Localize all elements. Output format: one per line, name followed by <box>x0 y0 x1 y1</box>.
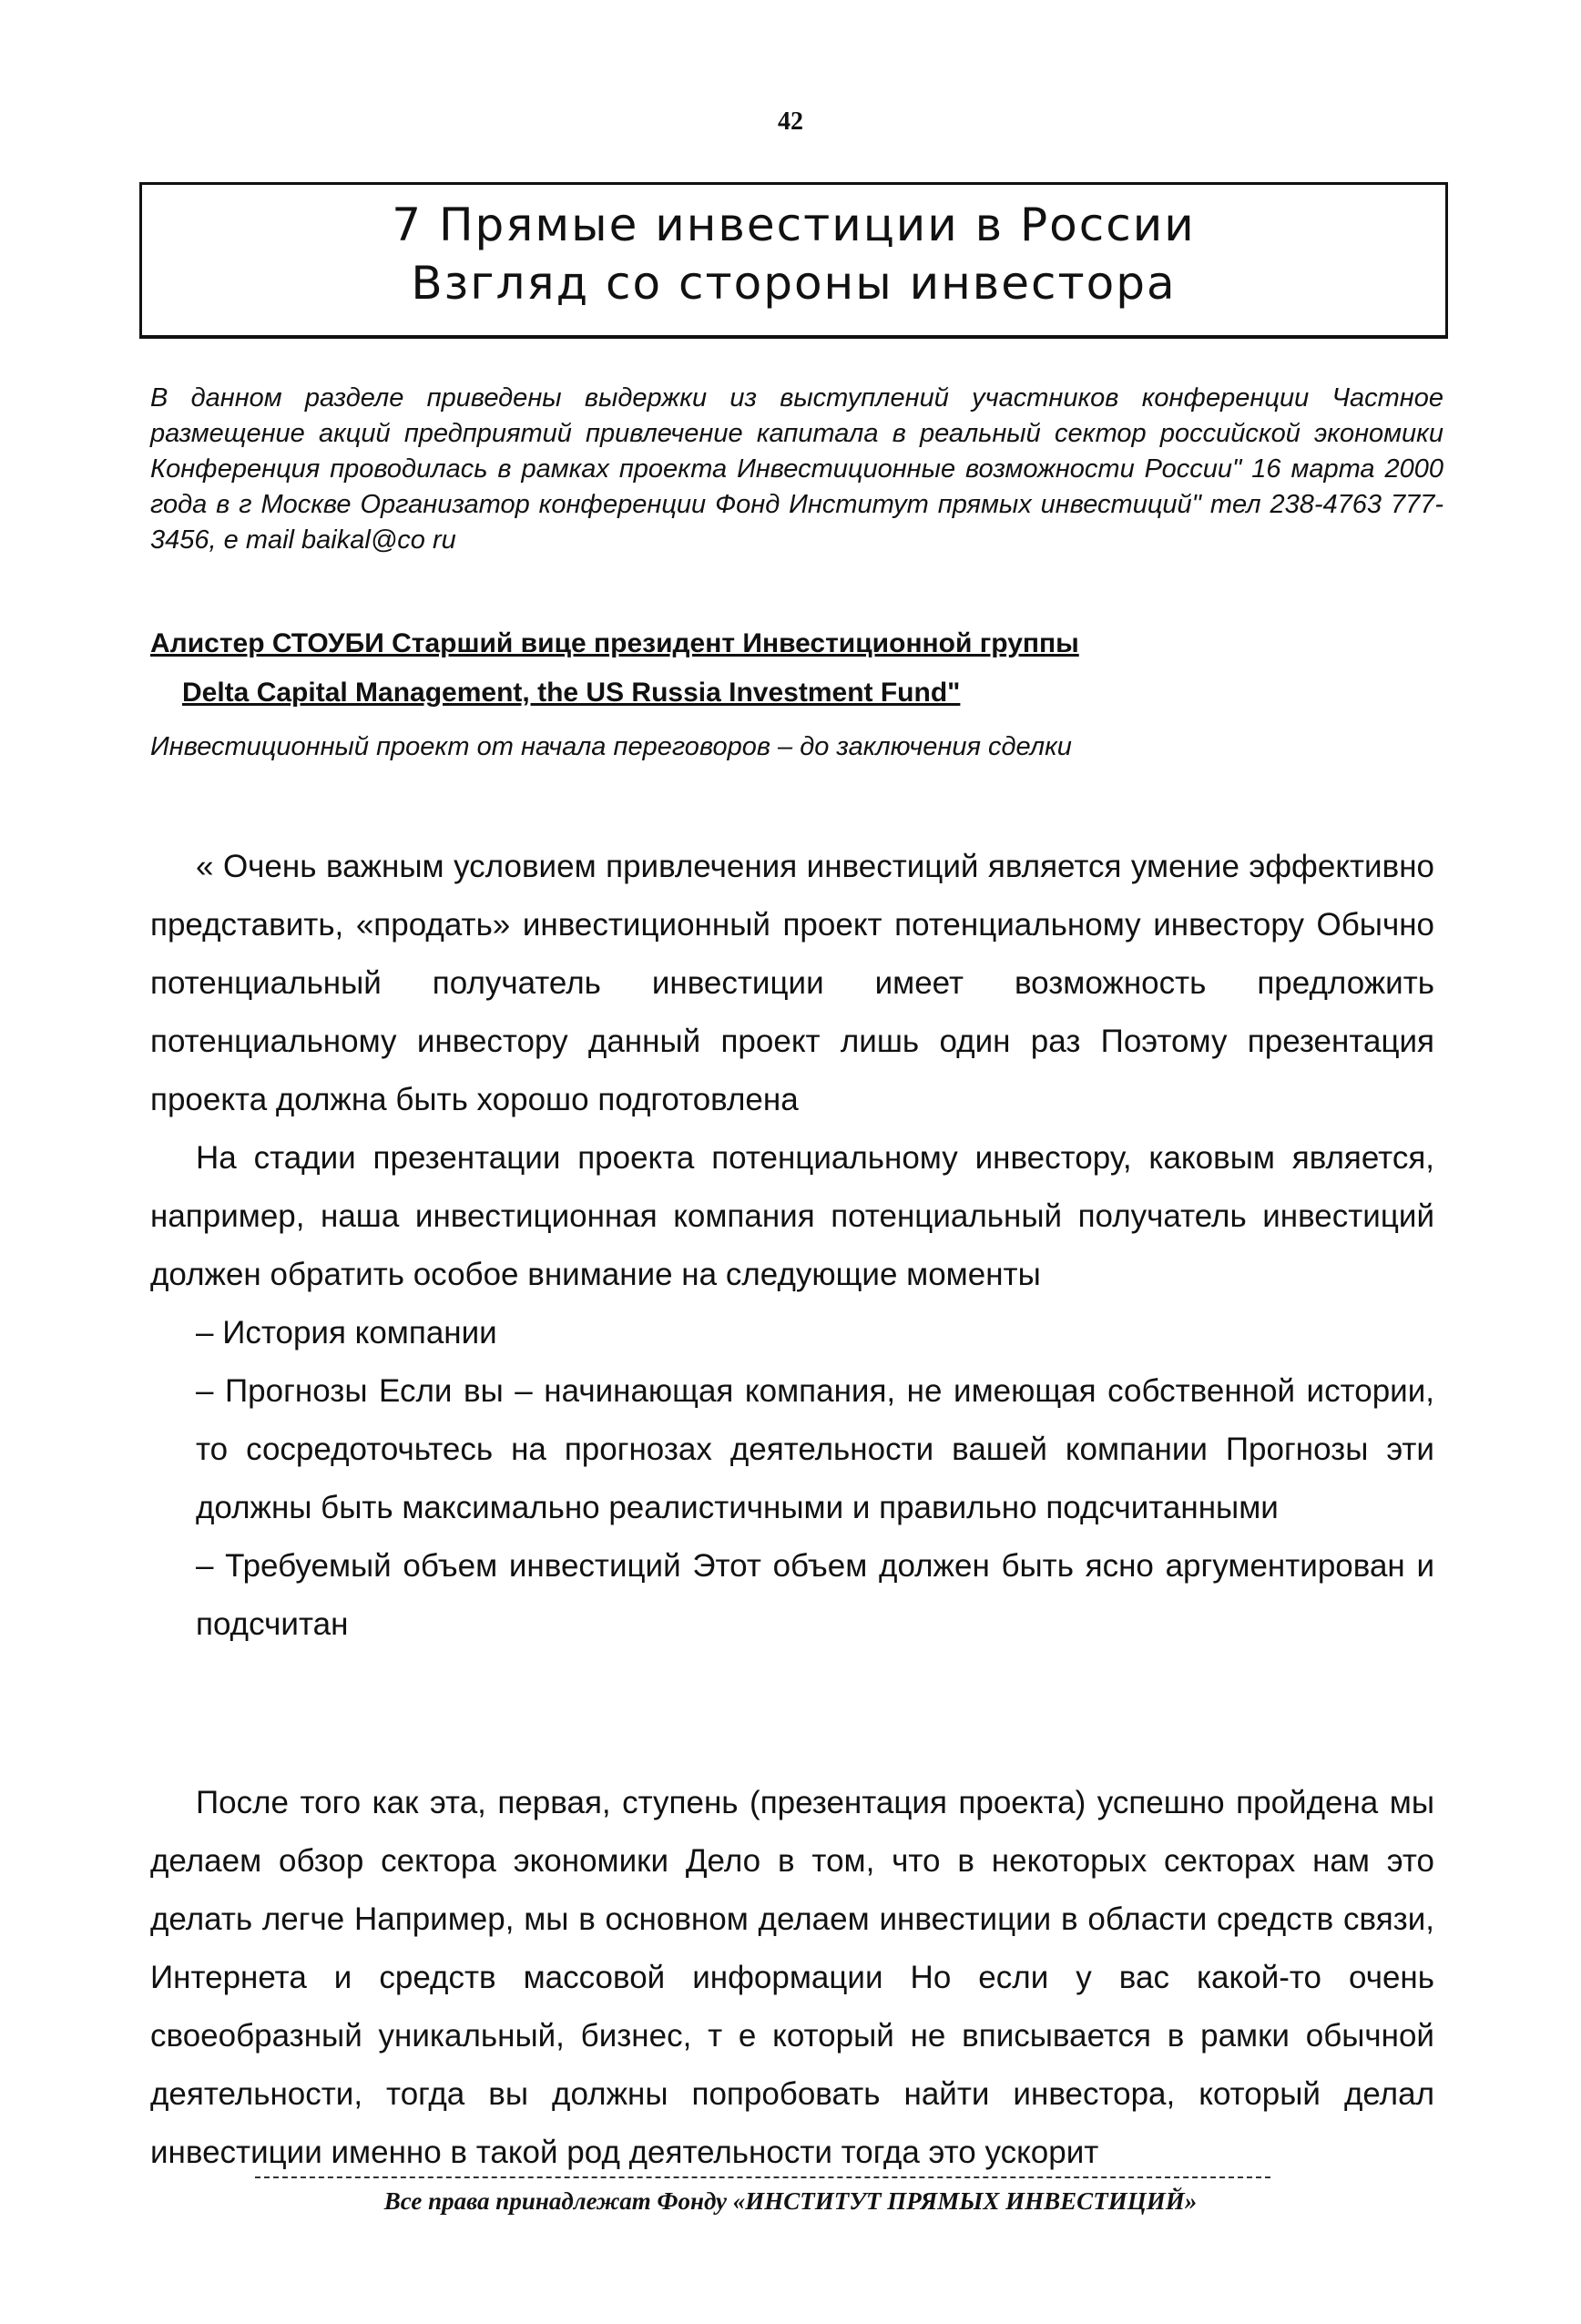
body-paragraph-2: На стадии презентации проекта потенциальному инвестору, каковым является, например, наша инвестиционная компания потенциальный получатель инвестиций должен обратить особое внимание на следующие моменты <box>150 1140 1434 1292</box>
chapter-subtitle: Взгляд со стороны инвестора <box>411 257 1177 310</box>
body-section-2 <box>150 1774 1434 2182</box>
list-item-forecasts: – Прогнозы Если вы – начинающая компания, не имеющая собственной истории, то сосредоточьтесь на прогнозах деятельности вашей компании Прогнозы эти должны быть максимально реалистичными и правильно подсчитанными <box>196 1373 1434 1525</box>
speaker-organization: Delta Capital Management, the US Russia Investment Fund" <box>182 678 961 708</box>
footer-divider <box>255 2176 1270 2178</box>
speaker-name: Алистер СТОУБИ Старший вице президент Инвестиционной группы <box>150 628 1079 658</box>
list-item-history: – История компании <box>196 1315 497 1351</box>
footer-copyright: Все права принадлежат Фонду «ИНСТИТУТ ПРЯМЫХ ИНВЕСТИЦИЙ» <box>383 2187 1198 2215</box>
list-item-investment-volume: – Требуемый объем инвестиций Этот объем должен быть ясно аргументирован и подсчитан <box>196 1548 1434 1642</box>
chapter-title-box <box>139 182 1448 339</box>
chapter-title: 7 Прямые инвестиции в России <box>392 199 1196 251</box>
body-paragraph-3: После того как эта, первая, ступень (презентация проекта) успешно пройдена мы делаем обзор сектора экономики Дело в том, что в некоторых секторах нам это делать легче Например, мы в основном делаем инвестиции в области средств связи, Интернета и средств массовой информации Но если у вас какой-то очень своеобразный уникальный, бизнес, т е который не вписывается в рамки обычной деятельности, тогда вы должны попробовать найти инвестора, который делал инвестиции именно в такой род деятельности тогда это ускорит <box>150 1785 1434 2170</box>
body-section-1 <box>150 838 1434 1654</box>
page-number: 42 <box>778 107 803 136</box>
body-paragraph-1: « Очень важным условием привлечения инвестиций является умение эффективно представить, «продать» инвестиционный проект потенциальному инвестору Обычно потенциальный получатель инвестиции имеет возможность предложить потенциальному инвестору данный проект лишь один раз Поэтому презентация проекта должна быть хорошо подготовлена <box>150 849 1434 1117</box>
talk-title: Инвестиционный проект от начала переговоров – до заключения сделки <box>150 732 1072 761</box>
intro-paragraph: В данном разделе приведены выдержки из выступлений участников конференции Частное размещение акций предприятий привлечение капитала в реальный сектор российской экономики Конференция проводилась в рамках проекта Инвестиционные возможности России" 16 марта 2000 года в г Москве Организатор конференции Фонд Институт прямых инвестиций" тел 238-4763 777-3456, e mail baikal@co ru <box>150 383 1443 555</box>
